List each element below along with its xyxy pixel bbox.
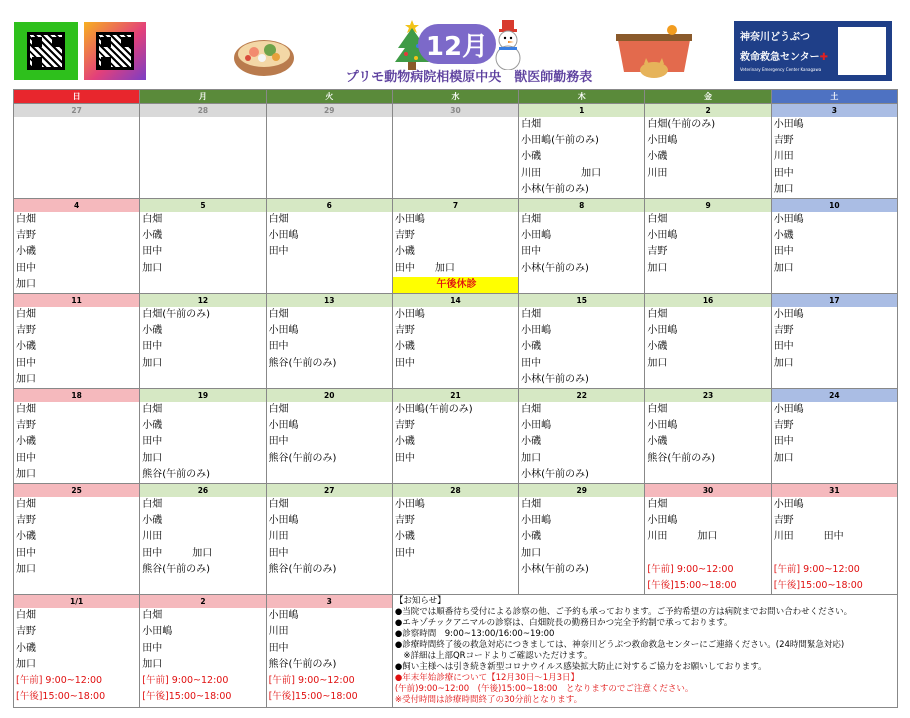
- staff-entry: 田中: [268, 436, 289, 448]
- staff-entry: 小磯: [647, 341, 668, 353]
- staff-entry: 小磯: [142, 230, 163, 242]
- notice-item: ●診察時間 9:00~13:00/16:00~19:00: [394, 629, 555, 640]
- staff-entry: 田中: [773, 341, 794, 353]
- calendar-day-cell: [266, 104, 392, 199]
- staff-entry: 田中: [773, 167, 794, 179]
- staff-entry: 白畑: [16, 499, 36, 510]
- special-hours: [午後]15:00~18:00: [268, 691, 358, 703]
- staff-entry: 白畑: [647, 309, 668, 320]
- emergency-center-banner[interactable]: [734, 21, 892, 81]
- notice-item: ●エキゾチックアニマルの診察は、白畑院長の勤務日かつ完全予約制で承っております。: [394, 618, 733, 629]
- calendar-day-cell: [140, 484, 266, 595]
- calendar-body: [14, 104, 898, 708]
- staff-entry: 田中: [268, 547, 289, 559]
- staff-entry: 白畑: [521, 119, 542, 130]
- staff-entry: 白畑: [16, 214, 36, 225]
- day-number: 8: [519, 199, 644, 212]
- staff-entry: 川田: [647, 167, 668, 179]
- staff-entry: 川田 加口: [521, 167, 602, 179]
- weekday-header: 月: [140, 90, 266, 104]
- day-number: 29: [519, 484, 644, 497]
- staff-entry: 田中: [268, 642, 289, 654]
- staff-entry: 吉野: [773, 135, 794, 147]
- day-number: 30: [393, 104, 518, 117]
- day-number: 16: [645, 294, 770, 307]
- calendar-day-cell: [392, 389, 518, 484]
- page-title: プリモ動物病院相模原中央 獣医師勤務表: [345, 70, 593, 85]
- staff-entry: 田中: [521, 357, 542, 369]
- day-number: 18: [14, 389, 139, 402]
- calendar-day-cell: [14, 389, 140, 484]
- calendar-day-cell: [140, 199, 266, 294]
- staff-entry: 田中: [394, 547, 415, 559]
- staff-entry: 川田 田中: [773, 531, 844, 543]
- day-number: 26: [140, 484, 265, 497]
- staff-entry: 田中: [268, 246, 289, 258]
- staff-entry: 田中: [142, 642, 163, 654]
- calendar-day-cell: [14, 104, 140, 199]
- staff-entry: 加口: [773, 357, 794, 369]
- staff-entry: 白畑: [268, 499, 289, 510]
- calendar-day-cell: [645, 199, 771, 294]
- day-number: 3: [267, 595, 392, 608]
- staff-entry: 田中: [142, 341, 163, 353]
- kotatsu-cat-illustration: [614, 24, 694, 78]
- staff-entry: 熊谷(午前のみ): [142, 468, 211, 480]
- notice-item: ●当院では順番待ち受付による診察の他、ご予約も承っております。ご予約希望の方は病院までお問い合わせください。: [394, 607, 853, 618]
- day-number: 30: [645, 484, 770, 497]
- staff-entry: 熊谷(午前のみ): [142, 563, 211, 575]
- day-number: 9: [645, 199, 770, 212]
- staff-entry: 田中: [142, 246, 163, 258]
- staff-entry: 小磯: [394, 341, 415, 353]
- staff-entry: 加口: [521, 452, 542, 464]
- staff-entry: 小田嶋: [773, 404, 804, 415]
- special-hours: [午後]15:00~18:00: [16, 691, 106, 703]
- day-number: 22: [519, 389, 644, 402]
- emergency-qr-code[interactable]: [838, 27, 886, 75]
- staff-entry: 小田嶋(午前のみ): [394, 404, 473, 415]
- staff-entry: 吉野: [394, 230, 415, 242]
- calendar-week-row: [14, 595, 898, 708]
- staff-entry: 加口: [142, 262, 163, 274]
- calendar-day-cell: [392, 104, 518, 199]
- staff-entry: 田中: [773, 246, 794, 258]
- staff-entry: 加口: [773, 452, 794, 464]
- staff-entry: 小田嶋: [268, 230, 299, 242]
- calendar-day-cell: [519, 389, 645, 484]
- day-number: 3: [772, 104, 897, 117]
- staff-entry: 小田嶋: [394, 214, 425, 225]
- staff-entry: 白畑(午前のみ): [142, 309, 211, 320]
- staff-entry: 田中: [16, 547, 36, 559]
- calendar-day-cell: [14, 484, 140, 595]
- day-number: 21: [393, 389, 518, 402]
- snowman-illustration: [493, 18, 523, 70]
- staff-entry: 小磯: [647, 436, 668, 448]
- staff-entry: 田中: [16, 452, 36, 464]
- weekday-header: 金: [645, 90, 771, 104]
- staff-entry: 加口: [521, 547, 542, 559]
- er-name-line1: 神奈川どうぶつ: [740, 32, 810, 43]
- staff-entry: 白畑: [142, 214, 163, 225]
- day-number: 27: [14, 104, 139, 117]
- special-hours: [午後]15:00~18:00: [647, 579, 737, 591]
- weekday-header: 日: [14, 90, 140, 104]
- staff-entry: 川田: [268, 626, 289, 638]
- day-number: 24: [772, 389, 897, 402]
- calendar-day-cell: [14, 199, 140, 294]
- calendar-day-cell: [392, 199, 518, 294]
- staff-entry: 白畑: [142, 404, 163, 415]
- staff-entry: 熊谷(午前のみ): [647, 452, 716, 464]
- day-number: 4: [14, 199, 139, 212]
- staff-entry: 田中: [268, 341, 289, 353]
- calendar-week-row: [14, 294, 898, 389]
- weekday-header-row: [14, 90, 898, 104]
- staff-entry: 吉野: [394, 420, 415, 432]
- calendar-day-cell: [645, 389, 771, 484]
- calendar-week-row: [14, 104, 898, 199]
- staff-entry: 白畑(午前のみ): [647, 119, 716, 130]
- day-number: 28: [140, 104, 265, 117]
- calendar-day-cell: [645, 294, 771, 389]
- staff-entry: 田中: [394, 452, 415, 464]
- staff-entry: 小磯: [142, 420, 163, 432]
- special-hours: [午前] 9:00~12:00: [142, 674, 229, 686]
- day-number: 15: [519, 294, 644, 307]
- calendar-day-cell: [771, 104, 897, 199]
- calendar-day-cell: [140, 104, 266, 199]
- staff-entry: 白畑: [521, 404, 542, 415]
- day-number: 17: [772, 294, 897, 307]
- calendar-day-cell: [519, 294, 645, 389]
- staff-entry: 吉野: [16, 325, 36, 337]
- staff-entry: 白畑: [16, 309, 36, 320]
- staff-entry: 小磯: [394, 246, 415, 258]
- staff-entry: 加口: [142, 658, 163, 670]
- staff-entry: 加口: [16, 468, 36, 480]
- staff-entry: 小田嶋: [268, 325, 299, 337]
- staff-entry: 田中: [16, 262, 36, 274]
- staff-entry: 小磯: [16, 531, 36, 543]
- staff-entry: 田中 加口: [142, 547, 213, 559]
- staff-entry: 熊谷(午前のみ): [268, 452, 337, 464]
- calendar-day-cell: [140, 294, 266, 389]
- staff-entry: 吉野: [773, 515, 794, 527]
- staff-entry: 小田嶋: [773, 309, 804, 320]
- staff-entry: 小林(午前のみ): [521, 262, 589, 274]
- staff-entry: 白畑: [16, 404, 36, 415]
- calendar-day-cell: [519, 199, 645, 294]
- day-number: 25: [14, 484, 139, 497]
- calendar-day-cell: [266, 484, 392, 595]
- staff-entry: 小田嶋: [521, 515, 552, 527]
- staff-entry: 小磯: [16, 642, 36, 654]
- calendar-day-cell: [14, 294, 140, 389]
- day-number: 20: [267, 389, 392, 402]
- staff-entry: 熊谷(午前のみ): [268, 563, 337, 575]
- calendar-day-cell: [392, 484, 518, 595]
- special-hours: [午前] 9:00~12:00: [268, 674, 355, 686]
- staff-entry: 小林(午前のみ): [521, 563, 589, 575]
- staff-entry: 小田嶋: [142, 626, 173, 638]
- month-badge: 12月: [418, 24, 496, 64]
- day-number: 14: [393, 294, 518, 307]
- calendar-day-cell: [14, 595, 140, 708]
- calendar-day-cell: [771, 199, 897, 294]
- staff-entry: 小田嶋: [647, 325, 678, 337]
- er-english-name: Veterinary Emergency Center Kanagawa: [740, 67, 822, 72]
- staff-entry: 白畑: [647, 404, 668, 415]
- calendar-day-cell: [645, 104, 771, 199]
- staff-entry: 吉野: [647, 246, 668, 258]
- staff-entry: 小田嶋: [394, 499, 425, 510]
- closed-afternoon-label: 午後休診: [393, 277, 518, 293]
- staff-entry: 小田嶋: [647, 230, 678, 242]
- instagram-qr-code[interactable]: [84, 22, 146, 80]
- day-number: 5: [140, 199, 265, 212]
- notice-panel: [392, 595, 897, 708]
- staff-entry: 小磯: [16, 246, 36, 258]
- day-number: 12: [140, 294, 265, 307]
- staff-entry: 小田嶋: [773, 499, 804, 510]
- staff-entry: 加口: [647, 262, 668, 274]
- calendar-day-cell: [645, 484, 771, 595]
- calendar-day-cell: [771, 484, 897, 595]
- calendar-day-cell: [266, 294, 392, 389]
- staff-entry: 吉野: [773, 325, 794, 337]
- staff-entry: 小磯: [773, 230, 794, 242]
- staff-entry: 白畑: [268, 214, 289, 225]
- staff-entry: 小田嶋: [647, 135, 678, 147]
- staff-entry: 小田嶋: [268, 420, 299, 432]
- staff-entry: 白畑: [647, 499, 668, 510]
- notice-item: ●年末年始診療について【12月30日～1月3日】: [394, 673, 580, 684]
- staff-entry: 小林(午前のみ): [521, 468, 589, 480]
- duty-calendar: [13, 89, 898, 708]
- calendar-day-cell: [392, 294, 518, 389]
- staff-entry: 吉野: [16, 420, 36, 432]
- staff-entry: 田中: [142, 436, 163, 448]
- day-number: 27: [267, 484, 392, 497]
- weekday-header: 木: [519, 90, 645, 104]
- staff-entry: 白畑: [521, 499, 542, 510]
- staff-entry: 小磯: [521, 151, 542, 163]
- special-hours: [午前] 9:00~12:00: [773, 563, 860, 575]
- staff-entry: 加口: [773, 262, 794, 274]
- calendar-day-cell: [140, 595, 266, 708]
- staff-entry: 川田: [142, 531, 163, 543]
- notice-item: ※受付時間は診療時間終了の30分前となります。: [394, 695, 583, 706]
- staff-entry: 白畑: [521, 214, 542, 225]
- staff-entry: 小磯: [521, 436, 542, 448]
- day-number: 6: [267, 199, 392, 212]
- day-number: 28: [393, 484, 518, 497]
- calendar-day-cell: [266, 199, 392, 294]
- day-number: 2: [140, 595, 265, 608]
- staff-entry: 小田嶋: [773, 119, 804, 130]
- calendar-day-cell: [771, 389, 897, 484]
- staff-entry: 熊谷(午前のみ): [268, 357, 337, 369]
- staff-entry: 加口: [16, 278, 36, 290]
- day-number: 19: [140, 389, 265, 402]
- calendar-day-cell: [266, 595, 392, 708]
- staff-entry: 加口: [142, 357, 163, 369]
- special-hours: [午前] 9:00~12:00: [647, 563, 734, 575]
- staff-entry: 加口: [16, 658, 36, 670]
- staff-entry: 田中: [16, 357, 36, 369]
- day-number: 29: [267, 104, 392, 117]
- calendar-day-cell: [140, 389, 266, 484]
- day-number: 1: [519, 104, 644, 117]
- day-number: 1/1: [14, 595, 139, 608]
- staff-entry: 加口: [142, 452, 163, 464]
- calendar-week-row: [14, 484, 898, 595]
- staff-entry: 小田嶋(午前のみ): [521, 135, 599, 147]
- day-number: 2: [645, 104, 770, 117]
- staff-entry: 加口: [773, 183, 794, 195]
- staff-entry: 吉野: [394, 515, 415, 527]
- staff-entry: 小磯: [394, 531, 415, 543]
- staff-entry: 小磯: [16, 436, 36, 448]
- calendar-day-cell: [519, 484, 645, 595]
- staff-entry: 熊谷(午前のみ): [268, 658, 337, 670]
- staff-entry: 白畑: [16, 610, 36, 622]
- staff-entry: 川田: [268, 531, 289, 543]
- staff-entry: 小田嶋: [521, 325, 552, 337]
- day-number: 13: [267, 294, 392, 307]
- staff-entry: 白畑: [521, 309, 542, 320]
- staff-entry: 加口: [647, 357, 668, 369]
- weekday-header: 火: [266, 90, 392, 104]
- staff-entry: 吉野: [773, 420, 794, 432]
- staff-entry: 小磯: [521, 341, 542, 353]
- staff-entry: 田中: [521, 246, 542, 258]
- staff-entry: 加口: [16, 373, 36, 385]
- staff-entry: 吉野: [16, 515, 36, 527]
- er-name-line2: 救命救急センター: [740, 52, 820, 63]
- day-number: 23: [645, 389, 770, 402]
- notice-heading: 【お知らせ】: [394, 596, 446, 607]
- notice-item: ●飼い主様へは引き続き新型コロナウイルス感染拡大防止に対するご協力をお願いしております。: [394, 662, 767, 673]
- calendar-day-cell: [266, 389, 392, 484]
- staff-entry: 白畑: [268, 309, 289, 320]
- special-hours: [午後]15:00~18:00: [142, 691, 232, 703]
- staff-entry: 小林(午前のみ): [521, 183, 589, 195]
- weekday-header: 水: [392, 90, 518, 104]
- line-qr-code[interactable]: [14, 22, 78, 80]
- notice-item: (午前)9:00~12:00 (午後)15:00~18:00 となりますのでご注意ください。: [394, 684, 694, 695]
- day-number: 31: [772, 484, 897, 497]
- staff-entry: 小田嶋: [647, 420, 678, 432]
- staff-entry: 白畑: [142, 610, 163, 622]
- staff-entry: 小田嶋: [268, 515, 299, 527]
- hotpot-illustration: [232, 30, 296, 80]
- staff-entry: 小磯: [521, 531, 542, 543]
- day-number: 7: [393, 199, 518, 212]
- staff-entry: 田中: [394, 357, 415, 369]
- staff-entry: 小田嶋: [521, 420, 552, 432]
- staff-entry: 白畑: [268, 404, 289, 415]
- staff-entry: 小田嶋: [773, 214, 804, 225]
- staff-entry: 小磯: [16, 341, 36, 353]
- staff-entry: 吉野: [16, 626, 36, 638]
- calendar-week-row: [14, 199, 898, 294]
- medical-cross-icon: ✚: [819, 52, 828, 63]
- notice-item: ※詳細は上部QRコードよりご確認いただけます。: [394, 651, 593, 662]
- staff-entry: 小田嶋: [521, 230, 552, 242]
- staff-entry: 小田嶋: [394, 309, 425, 320]
- staff-entry: 白畑: [647, 214, 668, 225]
- staff-entry: 小田嶋: [268, 610, 299, 622]
- staff-entry: 川田: [773, 151, 794, 163]
- staff-entry: 小磯: [394, 436, 415, 448]
- staff-entry: 田中: [773, 436, 794, 448]
- special-hours: [午後]15:00~18:00: [773, 579, 863, 591]
- staff-entry: 川田 加口: [647, 531, 718, 543]
- staff-entry: 小田嶋: [647, 515, 678, 527]
- day-number: 10: [772, 199, 897, 212]
- special-hours: [午前] 9:00~12:00: [16, 674, 103, 686]
- staff-entry: 小磯: [142, 325, 163, 337]
- weekday-header: 土: [771, 90, 897, 104]
- staff-entry: 小林(午前のみ): [521, 373, 589, 385]
- staff-entry: 小磯: [142, 515, 163, 527]
- staff-entry: 吉野: [394, 325, 415, 337]
- staff-entry: 白畑: [142, 499, 163, 510]
- calendar-day-cell: [519, 104, 645, 199]
- staff-entry: 加口: [16, 563, 36, 575]
- staff-entry: 田中 加口: [394, 262, 455, 274]
- calendar-week-row: [14, 389, 898, 484]
- notice-item: ●診療時間終了後の救急対応につきましては、神奈川どうぶつ救命救急センターにご連絡ください。(24時間緊急対応): [394, 640, 845, 651]
- day-number: 11: [14, 294, 139, 307]
- staff-entry: 吉野: [16, 230, 36, 242]
- calendar-day-cell: [771, 294, 897, 389]
- staff-entry: 小磯: [647, 151, 668, 163]
